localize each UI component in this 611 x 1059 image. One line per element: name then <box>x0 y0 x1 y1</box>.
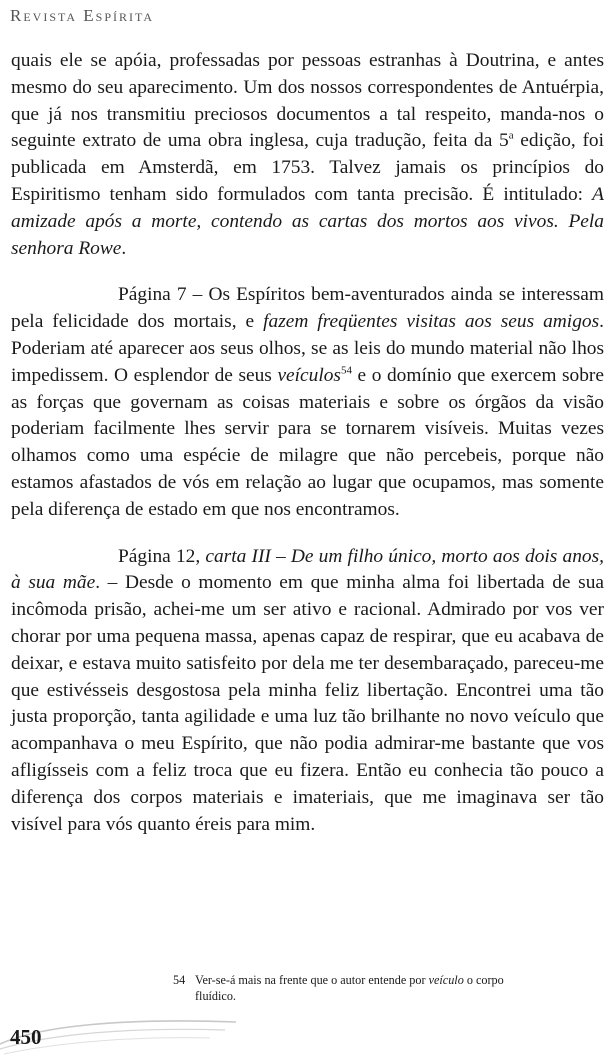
p3-italic-1: carta III – De um filho único, morto aos dois anos, à sua mãe <box>11 545 604 594</box>
footnote-line-2: fluídico. <box>195 989 236 1003</box>
footnote-text-1: Ver-se-á mais na frente que o autor entende por <box>195 973 429 987</box>
ordinal-superscript: a <box>508 129 514 142</box>
footnote-line-1 <box>173 972 605 988</box>
p2-text-2: . Poderiam até aparecer aos seus olhos, se as leis do mundo material não lhos impedissem. O esplendor de seus <box>11 311 604 386</box>
p2-text-1: Página 7 – Os Espíritos bem-aventurados ainda se interessam pela felicidade dos mortais, e <box>11 284 604 333</box>
p2-italic-veiculos: veículos <box>277 364 341 386</box>
book-title-italic: A amizade após a morte, contendo as cartas dos mortos aos vivos. Pela senhora Rowe <box>11 183 604 259</box>
running-header: Revista Espírita <box>10 6 155 25</box>
p2-italic-1: fazem freqüentes visitas aos seus amigos <box>263 311 600 333</box>
p2-text-3: e o domínio que exercem sobre as forças que governam as coisas materiais e sobre os órgãos da visão poderiam facilmente lhes servir para se tornarem visíveis. Muitas vezes olhamos como uma espécie de milagre que não percebeis, porque não estamos afastados de vós em relação ao lugar que ocupamos, mas somente pela diferença de estado em que nos encontramos. <box>11 364 605 520</box>
p3-text-2: . – Desde o momento em que minha alma foi libertada de sua incômoda prisão, achei-me um ser ativo e racional. Admirado por vos ver chorar por uma pequena massa, apenas capaz de respirar, que eu acabava de deixar, e estava muito satisfeito por dela me ter desembaraçado, pareceu-me que estivésseis desgostosa pela minha feliz libertação. Encontrei uma tão justa proporção, tanta agilidade e uma luz tão brilhante no novo veículo que acompanhava o meu Espírito, que não podia admirar-me bastante que vos afligísseis com a feliz troca que eu fizera. Então eu conhecia tão pouco a diferença dos corpos materiais e imateriais, que me imaginava ser tão visível para vós quanto éreis para mim. <box>11 572 605 835</box>
p1-text-2: edição, foi publicada em Amsterdã, em 1753. Talvez jamais os princípios do Espiritismo tenham sido formulados com tanta precisão. É intitulado: <box>11 130 604 205</box>
footnote-italic: veículo <box>428 973 464 987</box>
paragraph-1 <box>11 48 604 262</box>
paragraph-2 <box>11 282 604 523</box>
paragraph-3 <box>11 544 604 839</box>
footnote-text-2: o corpo <box>463 973 504 987</box>
footnote-number: 54 <box>173 973 186 987</box>
p1-text-3: . <box>121 237 127 259</box>
page-number: 450 <box>10 1025 42 1049</box>
footnote-ref-54[interactable]: 54 <box>340 364 352 377</box>
p3-text-1: Página 12, <box>118 545 206 567</box>
p1-text-1: quais ele se apóia, professadas por pessoas estranhas à Doutrina, e antes mesmo do seu aparecimento. Um dos nossos correspondentes de Antuérpia, que já nos transmitiu preciosos documentos a tal respeito, manda-nos o seguinte extrato de uma obra inglesa, cuja tradução, feita da 5 <box>11 50 604 152</box>
body-text <box>11 48 604 838</box>
